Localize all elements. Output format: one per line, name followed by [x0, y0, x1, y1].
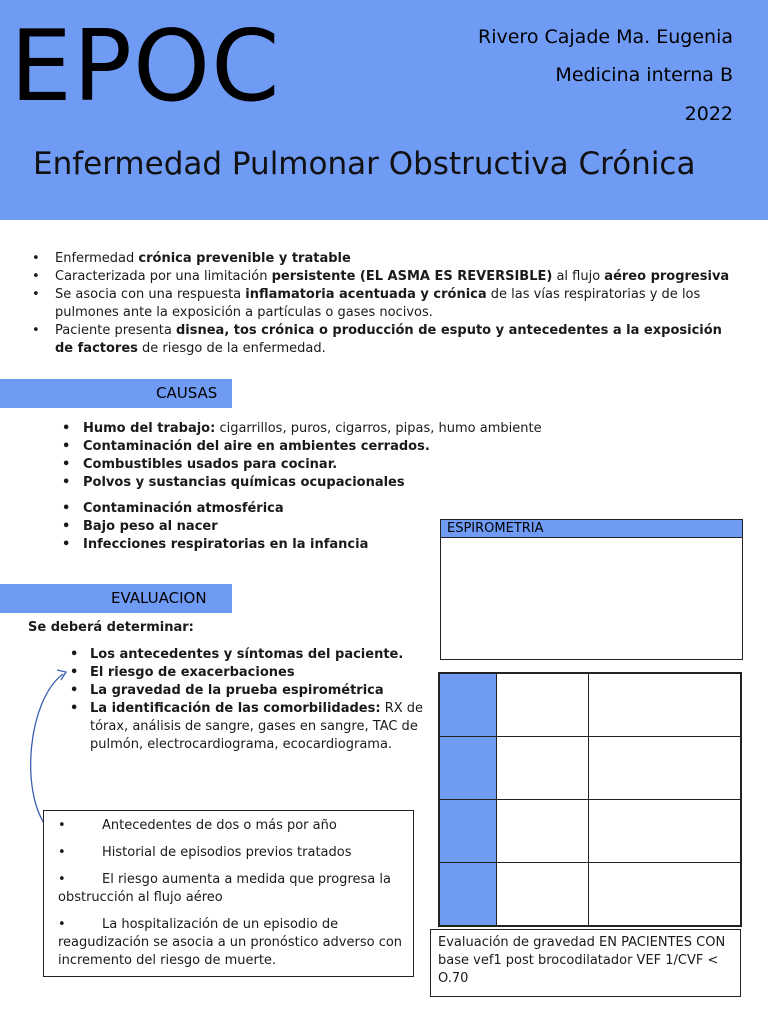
risk-item: • Antecedentes de dos o más por año	[58, 818, 337, 833]
course-name: Medicina interna B	[555, 64, 733, 86]
risk-item: • La hospitalización de un episodio de reagudización se asocia a un pronóstico adverso con incremento del riesgo de muerte.	[58, 917, 403, 968]
table-row	[440, 674, 741, 737]
evaluacion-item: • Los antecedentes y síntomas del paciente.	[70, 646, 425, 664]
riesgo-exacerbaciones-box	[43, 810, 414, 977]
causa-item: • Contaminación atmosférica	[62, 500, 622, 518]
gravedad-caption: Evaluación de gravedad EN PACIENTES CON base vef1 post brocodilatador VEF 1/CVF < O.70	[430, 929, 741, 997]
espirometria-label: ESPIROMETRIA	[441, 520, 742, 538]
causas-list	[62, 420, 622, 492]
causa-item: • Bajo peso al nacer	[62, 518, 622, 536]
table-row	[440, 863, 741, 926]
causa-item: • Polvos y sustancias químicas ocupacionales	[62, 474, 622, 492]
intro-item: • Enfermedad crónica prevenible y tratable	[30, 250, 740, 268]
risk-item: • El riesgo aumenta a medida que progresa la obstrucción al flujo aéreo	[58, 872, 391, 905]
espirometria-box	[440, 519, 743, 660]
causas-heading: CAUSAS	[0, 379, 232, 408]
evaluacion-heading: EVALUACION	[0, 584, 232, 613]
year-label: 2022	[684, 103, 733, 125]
intro-list	[30, 250, 740, 358]
evaluacion-item: • La identificación de las comorbilidades: RX de tórax, análisis de sangre, gases en sangre, TAC de pulmón, electrocardiograma, ecocardiograma.	[70, 700, 425, 754]
table-row	[440, 737, 741, 800]
evaluacion-list	[70, 646, 425, 754]
evaluacion-lead: Se deberá determinar:	[28, 620, 194, 635]
causa-item: • Infecciones respiratorias en la infancia	[62, 536, 622, 554]
causa-item: • Contaminación del aire en ambientes cerrados.	[62, 438, 622, 456]
risk-item: • Historial de episodios previos tratados	[58, 845, 352, 860]
causa-item: • Humo del trabajo: cigarrillos, puros, cigarros, pipas, humo ambiente	[62, 420, 622, 438]
intro-item: • Caracterizada por una limitación persistente (EL ASMA ES REVERSIBLE) al flujo aéreo progresiva	[30, 268, 740, 286]
intro-item: • Se asocia con una respuesta inflamatoria acentuada y crónica de las vías respiratorias y de los pulmones ante la exposición a partículas o gases nocivos.	[30, 286, 740, 322]
page-title: EPOC	[10, 10, 281, 124]
table-row	[440, 800, 741, 863]
intro-item: • Paciente presenta disnea, tos crónica o producción de esputo y antecedentes a la exposición de factores de riesgo de la enfermedad.	[30, 322, 740, 358]
page-subtitle: Enfermedad Pulmonar Obstructiva Crónica	[33, 146, 696, 182]
evaluacion-item: • El riesgo de exacerbaciones	[70, 664, 425, 682]
causa-item: • Combustibles usados para cocinar.	[62, 456, 622, 474]
evaluacion-item: • La gravedad de la prueba espirométrica	[70, 682, 425, 700]
author-name: Rivero Cajade Ma. Eugenia	[478, 26, 733, 48]
gravedad-table	[438, 672, 742, 927]
header-banner	[0, 0, 768, 220]
